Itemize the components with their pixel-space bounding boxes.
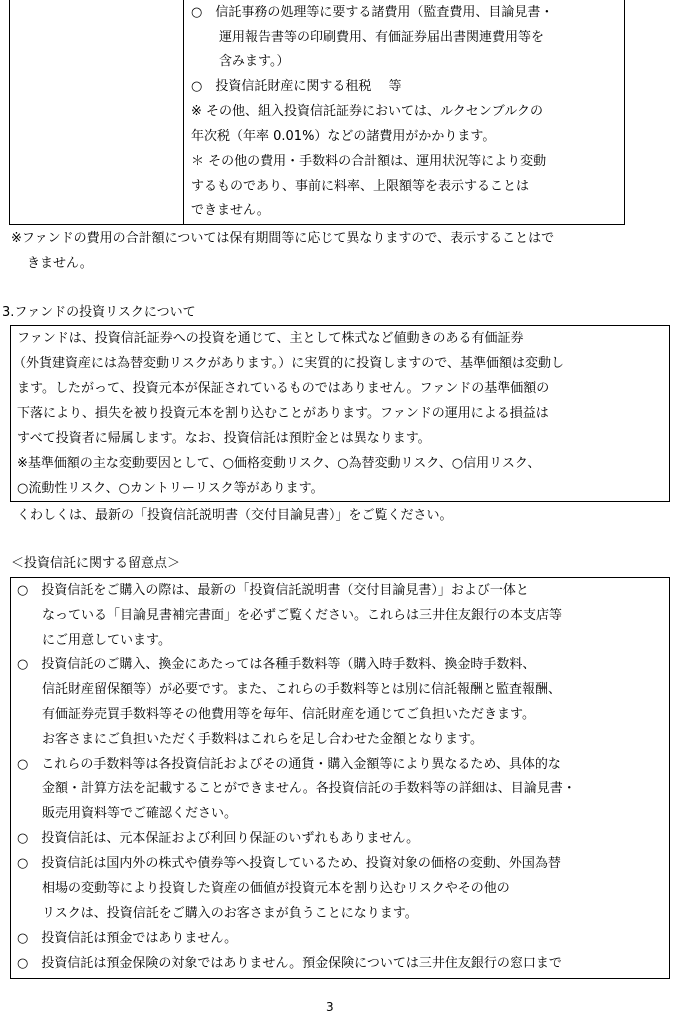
note-line: 相場の変動等により投資した資産の価値が投資元本を割り込むリスクやその他の: [42, 881, 510, 896]
notes-section-heading: ＜投資信託に関する留意点＞: [11, 556, 181, 571]
note-line: お客さまにご負担いただく手数料はこれらを足し合わせた金額となります。: [42, 732, 483, 747]
fee-table-line: できません。: [191, 203, 270, 218]
risk-line: ファンドは、投資信託証券への投資を通じて、主として株式など値動きのある有価証券: [17, 331, 524, 346]
fee-table-divider: [183, 0, 184, 225]
note-line: 販売用資料等でご確認ください。: [42, 806, 238, 821]
note-line: ○ これらの手数料等は各投資信託およびその通貨・購入金額等により異なるため、具体的な: [17, 757, 561, 772]
note-line: 信託財産留保額等）が必要です。また、これらの手数料等とは別に信託報酬と監査報酬、: [42, 682, 561, 697]
note-line: 金額・計算方法を記載することができません。各投資信託の手数料等の詳細は、目論見書・: [42, 781, 576, 796]
note-line: にご用意しています。: [42, 633, 171, 648]
note-line: ○ 投資信託は、元本保証および利回り保証のいずれもありません。: [17, 831, 420, 846]
fee-table-line: 運用報告書等の印刷費用、有価証券届出書関連費用等を: [219, 30, 545, 45]
fee-table-line: 年次税（年率 0.01%）などの諸費用がかかります。: [191, 129, 496, 144]
fee-note-line: ※ファンドの費用の合計額については保有期間等に応じて異なりますので、表示することはで: [11, 231, 555, 246]
risk-footnote: くわしくは、最新の「投資信託説明書（交付目論見書）」をご覧ください。: [17, 508, 453, 523]
fee-table-line: 含みます。）: [219, 54, 290, 69]
note-line: 有価証券売買手数料等その他費用等を毎年、信託財産を通じてご負担いただきます。: [42, 707, 535, 722]
risk-line: ます。したがって、投資元本が保証されているものではありません。ファンドの基準価額の: [17, 381, 550, 396]
fee-table-line: ○ 信託事務の処理等に要する諸費用（監査費用、目論見書・: [191, 5, 554, 20]
risk-line: すべて投資者に帰属します。なお、投資信託は預貯金とは異なります。: [17, 431, 431, 446]
fee-table-line: するものであり、事前に料率、上限額等を表示することは: [191, 179, 530, 194]
risk-line: 下落により、損失を被り投資元本を割り込むことがあります。ファンドの運用による損益は: [17, 406, 549, 421]
fee-note-line: きません。: [27, 256, 93, 271]
note-line: ○ 投資信託をご購入の際は、最新の「投資信託説明書（交付目論見書）」および一体と: [17, 583, 529, 598]
note-line: リスクは、投資信託をご購入のお客さまが負うことになります。: [42, 906, 418, 921]
risk-section-heading: 3.ファンドの投資リスクについて: [2, 305, 196, 320]
note-line: ○ 投資信託は国内外の株式や債券等へ投資しているため、投資対象の価格の変動、外国為替: [17, 856, 561, 871]
risk-line: （外貨建資産には為替変動リスクがあります。）に実質的に投資しますので、基準価額は変動し: [13, 356, 564, 371]
fee-table-line: ○ 投資信託財産に関する租税 等: [191, 79, 402, 94]
page-number: 3: [326, 1000, 334, 1014]
fee-table-line: ＊ その他の費用・手数料の合計額は、運用状況等により変動: [191, 154, 547, 169]
note-line: ○ 投資信託のご購入、換金にあたっては各種手数料等（購入時手数料、換金時手数料、: [17, 657, 536, 672]
fee-table-line: ※ その他、組入投資信託証券においては、ルクセンブルクの: [191, 104, 543, 119]
note-line: ○ 投資信託は預金保険の対象ではありません。預金保険については三井住友銀行の窓口まで: [17, 956, 562, 971]
note-line: ○ 投資信託は預金ではありません。: [17, 931, 238, 946]
note-line: なっている「目論見書補完書面」を必ずご覧ください。これらは三井住友銀行の本支店等: [42, 608, 563, 623]
risk-line: ○流動性リスク、○カントリーリスク等があります。: [17, 481, 324, 496]
risk-line: ※基準価額の主な変動要因として、○価格変動リスク、○為替変動リスク、○信用リスク、: [17, 456, 541, 471]
